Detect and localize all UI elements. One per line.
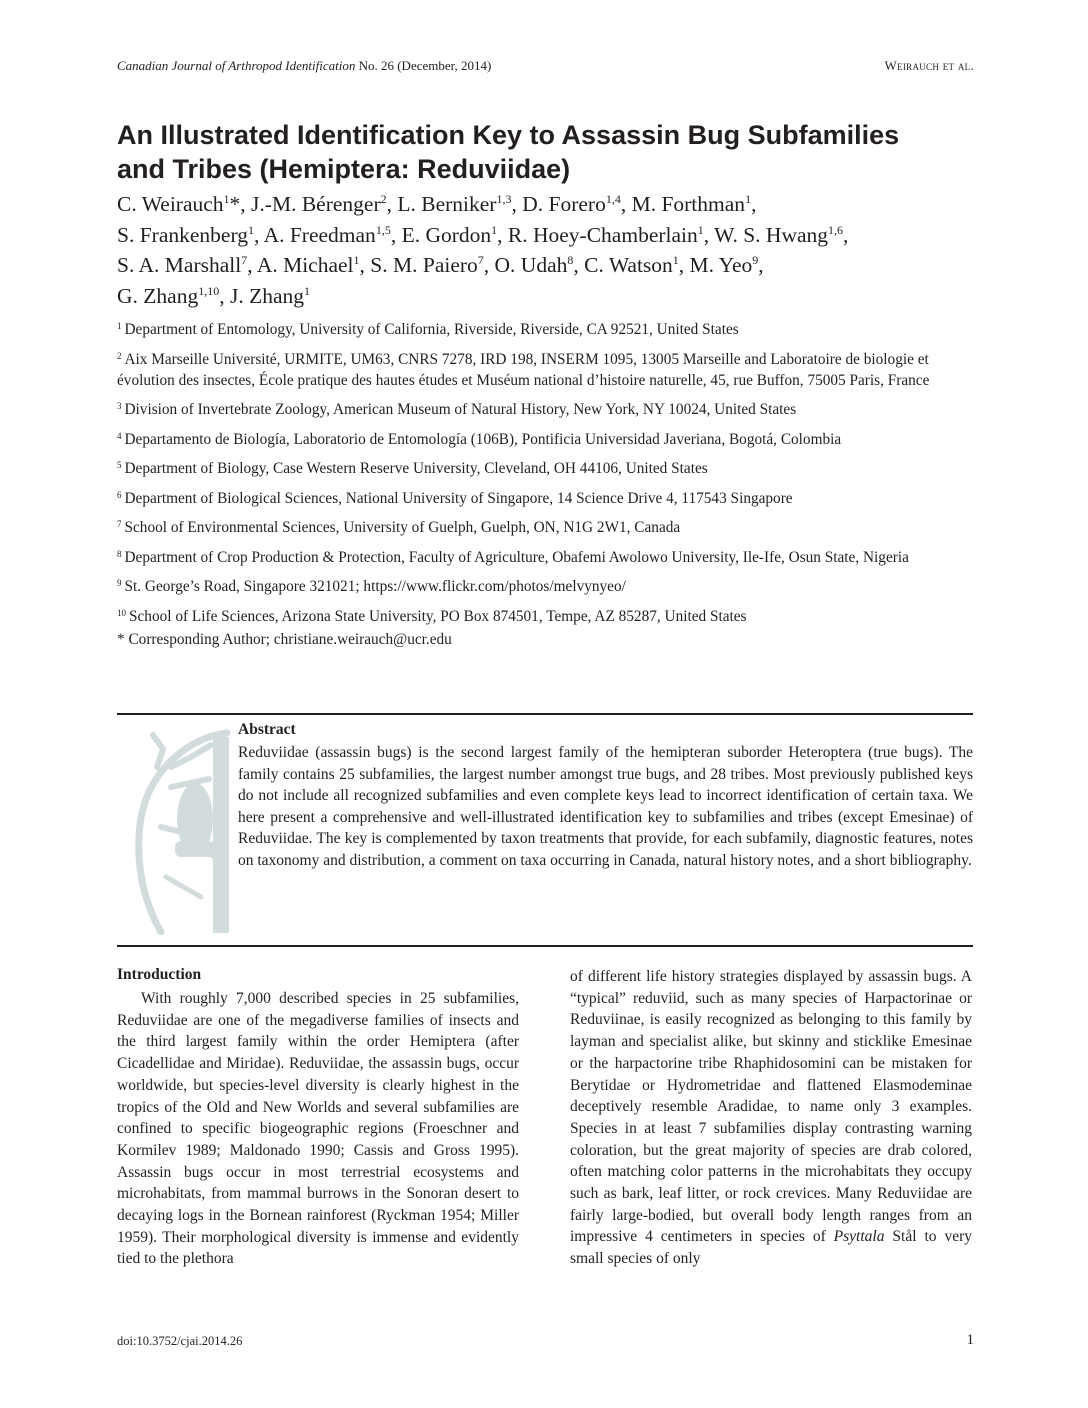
author-sep: ,	[359, 253, 371, 277]
author-affil-sup: 1	[697, 222, 704, 237]
author-sep: ,	[573, 253, 585, 277]
introduction-left-column: With roughly 7,000 described species in 25 subfamilies, Reduviidae are one of the megadiverse families of insects and the third largest family within the order Hemiptera (after Cicadellidae and Miridae). Reduviidae, the assassin bugs, occur worldwide, but species-level diversity is clearly highest in the tropics of the Old and New Worlds and several subfamilies are confined to specific biogeographic regions (Froeschner and Kormilev 1989; Maldonado 1990; Cassis and Gross 1995). Assassin bugs occur in most terrestrial ecosystems and microhabitats, from mammal burrows in the Sonoran desert to decaying logs in the Bornean rainforest (Ryckman 1954; Miller 1959). Their morphological diversity is immense and evidently tied to the plethora	[117, 990, 519, 1268]
affiliation-number: 9	[117, 578, 122, 588]
affiliation-number: 2	[117, 350, 122, 361]
author-affil-sup: 1,10	[198, 283, 220, 298]
affiliation-item	[117, 319, 967, 340]
page-number: 1	[966, 1332, 974, 1348]
author-affil-sup: 7	[241, 253, 248, 267]
affiliation-text: Departamento de Biología, Laboratorio de Entomología (106B), Pontificia Universidad Javeriana, Bogotá, Colombia	[124, 430, 842, 448]
affiliation-item	[117, 488, 967, 509]
article-title	[117, 118, 977, 186]
author-name: S. A. Marshall	[117, 253, 242, 277]
author-sep: ,	[483, 253, 495, 277]
affiliation-number: 3	[117, 401, 122, 411]
author-affil-sup: 7	[477, 253, 484, 267]
affiliation-number: 8	[117, 548, 122, 559]
author-name: J. Zhang	[229, 283, 304, 308]
affiliation-item	[117, 349, 967, 391]
affiliation-number: 7	[117, 519, 122, 529]
author-affil-sup: 1,3	[496, 192, 512, 206]
author-affil-sup: 1,5	[375, 222, 391, 237]
author-name: C. Weirauch	[117, 192, 224, 216]
author-affil-sup: 1	[672, 253, 679, 267]
author-name: S. M. Paiero	[370, 253, 478, 277]
author-affil-sup: 1	[304, 283, 310, 298]
affiliation-item	[117, 429, 967, 450]
author-name: A. Michael	[256, 253, 354, 277]
author-name: A. Freedman	[263, 222, 376, 247]
introduction-right-text-a: of different life history strategies displayed by assassin bugs. A “typical” reduviid, such as many species of Harpactorinae or Reduviinae, is easily recognized as belonging to this family by layman and specialist alike, but skinny and sticklike Emesinae or the harpactorine tribe Rhaphidosomini can be mistaken for Berytidae or Hydrometridae and flattened Elasmodeminae deceptively resemble Aradidae, to name only 3 examples. Species in at least 7 subfamilies display contrasting warning coloration, but the great majority of species are drab colored, often matching color patterns in the microhabitats they occupy such as bark, leaf litter, or rock crevices. Many Reduviidae are fairly large-bodied, but overall body length ranges from an impressive 4 centimeters in species of	[570, 968, 972, 1246]
author-sep: ,	[497, 222, 508, 247]
affiliation-number: 6	[117, 489, 122, 500]
author-affil-sup: 2	[380, 192, 387, 206]
author-affil-sup: 1	[247, 222, 254, 237]
author-sep: ,	[511, 192, 523, 216]
abstract-top-rule	[117, 713, 973, 715]
affiliation-item	[117, 517, 967, 538]
author-sep: *,	[229, 192, 252, 216]
author-sep: ,	[703, 222, 715, 247]
affiliation-text: Department of Biology, Case Western Reserve University, Cleveland, OH 44106, United States	[124, 460, 708, 477]
author-line	[117, 250, 987, 281]
title-line-2: and Tribes (Hemiptera: Reduviidae)	[117, 154, 571, 184]
author-sep: ,	[620, 192, 632, 216]
author-sep: ,	[219, 283, 230, 308]
author-name: L. Berniker	[397, 192, 497, 216]
author-line	[117, 281, 987, 312]
affiliation-text: Department of Biological Sciences, National University of Singapore, 14 Science Drive 4, 117543 Singapore	[124, 489, 793, 507]
affiliation-number: 4	[117, 430, 122, 441]
author-name: G. Zhang	[117, 283, 199, 308]
author-name: J.-M. Bérenger	[251, 192, 381, 216]
author-affil-sup: 1	[353, 253, 360, 267]
author-name: S. Frankenberg	[117, 222, 248, 247]
author-affil-sup: 8	[567, 253, 574, 267]
author-affil-sup: 1,4	[605, 192, 621, 206]
author-sep: ,	[843, 222, 849, 247]
abstract-heading: Abstract	[238, 721, 296, 738]
introduction-right-column	[570, 966, 972, 1270]
author-sep: ,	[247, 253, 257, 277]
affiliation-item	[117, 576, 967, 597]
author-name: M. Yeo	[689, 253, 753, 277]
author-affil-sup: 1	[223, 192, 230, 206]
running-authors: Weirauch et al.	[884, 58, 974, 73]
taxon-name: Psyttala	[833, 1228, 885, 1246]
corresponding-author: * Corresponding Author; christiane.weirauch@ucr.edu	[117, 630, 452, 648]
affiliation-text: School of Environmental Sciences, University of Guelph, Guelph, ON, N1G 2W1, Canada	[124, 519, 681, 536]
journal-issue: No. 26 (December, 2014)	[358, 58, 492, 73]
doi-footer: doi:10.3752/cjai.2014.26	[117, 1334, 243, 1348]
author-line	[117, 220, 987, 251]
affiliation-text: School of Life Sciences, Arizona State University, PO Box 874501, Tempe, AZ 85287, United States	[129, 607, 747, 625]
author-affil-sup: 1	[491, 222, 498, 237]
affiliation-number: 1	[117, 321, 122, 331]
affiliation-item	[117, 458, 967, 479]
author-sep: ,	[678, 253, 690, 277]
affiliation-text: St. George’s Road, Singapore 321021; https://www.flickr.com/photos/melvynyeo/	[124, 578, 626, 595]
affiliation-item	[117, 547, 967, 568]
affiliation-text: Department of Crop Production & Protection, Faculty of Agriculture, Obafemi Awolowo University, Ile-Ife, Osun State, Nigeria	[124, 548, 909, 566]
author-name: M. Forthman	[631, 192, 746, 216]
author-sep: ,	[253, 222, 264, 247]
author-affil-sup: 9	[752, 253, 759, 267]
author-name: D. Forero	[522, 192, 606, 216]
author-name: W. S. Hwang	[714, 222, 829, 247]
abstract-bottom-rule	[117, 945, 973, 947]
affiliation-item	[117, 399, 967, 420]
author-sep: ,	[758, 253, 764, 277]
journal-name: Canadian Journal of Arthropod Identification	[117, 58, 356, 73]
affiliation-list	[117, 319, 967, 658]
affiliation-text: Department of Entomology, University of California, Riverside, Riverside, CA 92521, United States	[124, 321, 739, 338]
author-name: O. Udah	[494, 253, 568, 277]
author-name: R. Hoey-Chamberlain	[507, 222, 698, 247]
title-line-1: An Illustrated Identification Key to Assassin Bug Subfamilies	[117, 120, 900, 150]
affiliation-number: 5	[117, 460, 122, 470]
affiliation-text: Division of Invertebrate Zoology, American Museum of Natural History, New York, NY 10024, United States	[124, 401, 797, 418]
author-line	[117, 189, 987, 220]
author-sep: ,	[386, 192, 398, 216]
abstract-text: Reduviidae (assassin bugs) is the second largest family of the hemipteran suborder Heteroptera (true bugs). The family contains 25 subfamilies, the largest number amongst true bugs, and 28 tribes. Most previously published keys do not include all recognized subfamilies and even complete keys lead to incorrect identification of certain taxa. We here present a comprehensive and well-illustrated identification key to subfamilies and tribes (except Emesinae) of Reduviidae. The key is complemented by taxon treatments that provide, for each subfamily, diagnostic features, notes on taxonomy and distribution, a comment on taxa occurring in Canada, natural history notes, and a short bibliography.	[238, 744, 973, 869]
author-sep: ,	[390, 222, 402, 247]
affiliation-text: Aix Marseille Université, URMITE, UM63, CNRS 7278, IRD 198, INSERM 1095, 13005 Marseille and Laboratoire de biologie et évolution des insectes, École pratique des hautes études et Muséum national d’histoire naturelle, 45, rue Buffon, 75005 Paris, France	[117, 350, 930, 389]
running-head	[117, 58, 491, 74]
introduction-heading: Introduction	[117, 966, 202, 983]
author-list	[117, 189, 987, 311]
author-affil-sup: 1,6	[828, 222, 844, 237]
affiliation-item	[117, 606, 967, 627]
assassin-bug-silhouette	[131, 727, 231, 935]
author-name: C. Watson	[584, 253, 673, 277]
affiliation-number: 10	[117, 607, 126, 618]
author-affil-sup: 1	[745, 192, 752, 206]
introduction-right-text-b: Stål to very small species of only	[570, 1228, 972, 1268]
author-name: E. Gordon	[401, 222, 492, 247]
author-sep: ,	[751, 192, 757, 216]
